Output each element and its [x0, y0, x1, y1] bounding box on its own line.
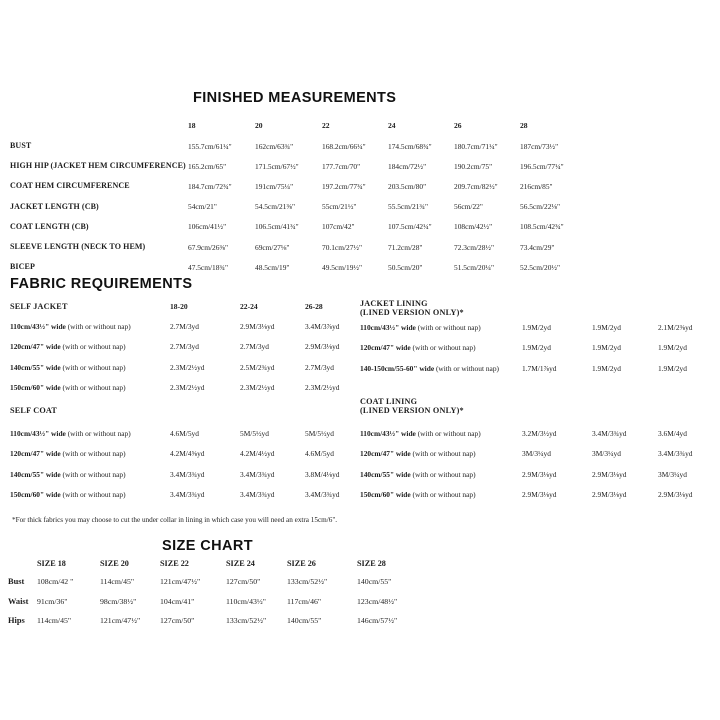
self-jacket-yardage: 2.7M/3yd [170, 322, 199, 331]
size-chart-cell: 140cm/55" [357, 577, 392, 587]
self-coat-group-label: SELF COAT [10, 406, 58, 415]
fm-size-header-28: 28 [520, 121, 528, 130]
fm-cell: 216cm/85" [520, 182, 553, 191]
fm-cell: 165.2cm/65" [188, 161, 227, 171]
self-jacket-yardage: 2.9M/3⅛yd [305, 342, 340, 352]
fm-size-header-18: 18 [188, 121, 196, 130]
self-jacket-yardage: 2.3M/2½yd [305, 382, 340, 392]
fm-cell: 155.7cm/61¼" [188, 141, 232, 151]
fabric-size-header-18-20: 18-20 [170, 302, 188, 311]
fm-cell: 177.7cm/70" [322, 161, 361, 171]
size-chart-heading: SIZE CHART [162, 538, 253, 554]
fm-cell: 55.5cm/21¾" [388, 202, 428, 212]
size-chart-cell: 108cm/42 " [37, 577, 74, 587]
coat-lining-yardage: 2.9M/3⅛yd [658, 489, 693, 499]
self-coat-yardage: 4.2M/4⅝yd [170, 449, 205, 459]
fm-size-header-22: 22 [322, 121, 330, 130]
fm-cell: 47.5cm/18¾" [188, 262, 228, 272]
self-jacket-yardage: 2.3M/2½yd [170, 382, 205, 392]
self-jacket-yardage: 2.3M/2½yd [170, 362, 205, 372]
jacket-lining-yardage: 1.7M/1⅞yd [522, 363, 557, 373]
size-chart-cell: 110cm/43½" [226, 596, 266, 606]
self-jacket-yardage: 2.3M/2½yd [240, 382, 275, 392]
size-chart-cell: 146cm/57½" [357, 616, 398, 626]
fm-row-label: COAT HEM CIRCUMFERENCE [10, 181, 130, 191]
fm-cell: 184cm/72½" [388, 161, 427, 171]
size-chart-cell: 121cm/47½" [160, 577, 201, 587]
jacket-lining-yardage: 1.9M/2yd [592, 363, 621, 373]
fm-row-label: BICEP [10, 262, 35, 272]
self-jacket-yardage: 2.9M/3⅛yd [240, 322, 275, 331]
fm-cell: 72.3cm/28½" [454, 242, 494, 252]
size-chart-cell: 127cm/50" [226, 577, 261, 587]
size-chart-cell: 117cm/46" [287, 596, 322, 606]
fm-cell: 71.2cm/28" [388, 242, 423, 252]
fm-cell: 203.5cm/80" [388, 182, 427, 191]
self-coat-width-label: 140cm/55" wide (with or without nap) [10, 469, 126, 479]
size-chart-cell: 98cm/38½" [100, 596, 137, 606]
self-coat-yardage: 3.4M/3¾yd [170, 489, 205, 499]
jacket-lining-yardage: 1.9M/2yd [592, 343, 621, 353]
self-coat-yardage: 4.2M/4½yd [240, 449, 275, 459]
fm-cell: 190.2cm/75" [454, 161, 493, 171]
coat-lining-yardage: 2.9M/3⅛yd [592, 489, 627, 499]
fm-cell: 171.5cm/67½" [255, 161, 299, 171]
fm-cell: 67.9cm/26⅜" [188, 242, 228, 252]
size-chart-cell: 133cm/52½" [287, 577, 328, 587]
self-jacket-width-label: 140cm/55" wide (with or without nap) [10, 362, 126, 372]
self-coat-yardage: 3.8M/4⅛yd [305, 469, 340, 479]
self-jacket-yardage: 2.7M/3yd [170, 342, 199, 352]
fm-size-header-26: 26 [454, 121, 462, 130]
size-chart-cell: 133cm/52½" [226, 616, 267, 626]
coat-lining-yardage: 2.9M/3⅛yd [522, 489, 557, 499]
jacket-lining-group-label: JACKET LINING [360, 299, 428, 308]
size-chart-header-size-22: SIZE 22 [160, 559, 189, 568]
fm-cell: 48.5cm/19" [255, 262, 290, 272]
jacket-lining-yardage: 1.9M/2yd [658, 363, 687, 373]
self-coat-yardage: 3.4M/3¾yd [240, 489, 275, 499]
self-coat-yardage: 3.4M/3¾yd [240, 469, 275, 479]
size-chart-header-size-24: SIZE 24 [226, 559, 255, 568]
jacket-lining-width-label: 140-150cm/55-60" wide (with or without nap) [360, 363, 499, 373]
jacket-lining-yardage: 1.9M/2yd [592, 323, 621, 332]
self-coat-yardage: 3.4M/3¾yd [170, 469, 205, 479]
fm-cell: 55cm/21½" [322, 202, 357, 212]
coat-lining-width-label: 120cm/47" wide (with or without nap) [360, 449, 476, 459]
fabric-size-header-22-24: 22-24 [240, 302, 258, 311]
self-coat-yardage: 4.6M/5yd [170, 429, 199, 438]
fm-cell: 49.5cm/19½" [322, 262, 362, 272]
fm-cell: 184.7cm/72¾" [188, 182, 232, 191]
fabric-requirements-heading: FABRIC REQUIREMENTS [10, 276, 193, 292]
coat-lining-yardage: 3.4M/3¾yd [592, 429, 627, 438]
self-coat-yardage: 3.4M/3¾yd [305, 489, 340, 499]
size-chart-cell: 114cm/45" [37, 616, 72, 626]
coat-lining-group-label: COAT LINING [360, 397, 418, 406]
fm-cell: 52.5cm/20½" [520, 262, 560, 272]
fm-cell: 69cm/27⅛" [255, 242, 290, 252]
fm-row-label: BUST [10, 141, 32, 150]
finished-measurements-heading: FINISHED MEASUREMENTS [193, 90, 397, 106]
fm-cell: 191cm/75¼" [255, 182, 294, 191]
size-chart-row-label: Waist [8, 596, 29, 606]
self-coat-width-label: 120cm/47" wide (with or without nap) [10, 449, 126, 459]
fm-cell: 70.1cm/27½" [322, 242, 362, 252]
coat-lining-yardage: 2.9M/3⅛yd [522, 469, 557, 479]
fm-cell: 56.5cm/22⅛" [520, 202, 560, 212]
coat-lining-yardage: 3.6M/4yd [658, 429, 687, 438]
coat-lining-yardage: 2.9M/3⅛yd [592, 469, 627, 479]
size-chart-cell: 114cm/45" [100, 577, 135, 587]
coat-lining-yardage: 3M/3¼yd [522, 449, 551, 459]
size-chart-header-size-26: SIZE 26 [287, 559, 316, 568]
coat-lining-yardage: 3M/3¼yd [592, 449, 621, 459]
self-jacket-width-label: 120cm/47" wide (with or without nap) [10, 342, 126, 352]
coat-lining-yardage: 3.4M/3¾yd [658, 449, 693, 459]
fm-cell: 54cm/21" [188, 202, 217, 212]
size-chart-cell: 127cm/50" [160, 616, 195, 626]
size-chart-header-size-20: SIZE 20 [100, 559, 129, 568]
fm-cell: 107cm/42" [322, 222, 355, 232]
self-jacket-yardage: 3.4M/3⅞yd [305, 322, 340, 331]
jacket-lining-width-label: 120cm/47" wide (with or without nap) [360, 343, 476, 353]
fm-cell: 50.5cm/20" [388, 262, 423, 272]
fm-cell: 187cm/73½" [520, 141, 559, 151]
fabric-size-header-26-28: 26-28 [305, 302, 323, 311]
self-coat-yardage: 4.6M/5yd [305, 449, 334, 459]
self-coat-width-label: 110cm/43½" wide (with or without nap) [10, 429, 131, 438]
size-chart-header-size-18: SIZE 18 [37, 559, 66, 568]
self-jacket-group-label: SELF JACKET [10, 302, 68, 311]
size-chart-cell: 123cm/48½" [357, 596, 398, 606]
size-chart-row-label: Hips [8, 616, 25, 625]
fm-cell: 108cm/42½" [454, 222, 493, 232]
fm-cell: 54.5cm/21⅜" [255, 202, 295, 212]
self-coat-yardage: 5M/5½yd [240, 429, 269, 438]
coat-lining-width-label: 110cm/43½" wide (with or without nap) [360, 429, 481, 438]
coat-lining-width-label: 140cm/55" wide (with or without nap) [360, 469, 476, 479]
self-coat-width-label: 150cm/60" wide (with or without nap) [10, 489, 126, 499]
jacket-lining-width-label: 110cm/43½" wide (with or without nap) [360, 323, 481, 332]
fm-cell: 197.2cm/77¾" [322, 182, 366, 191]
fm-cell: 51.5cm/20¼" [454, 262, 494, 272]
jacket-lining-group-sublabel: (LINED VERSION ONLY)* [360, 308, 464, 317]
jacket-lining-yardage: 1.9M/2yd [522, 323, 551, 332]
size-chart-cell: 91cm/36" [37, 596, 68, 606]
self-jacket-width-label: 110cm/43½" wide (with or without nap) [10, 322, 131, 331]
fm-cell: 73.4cm/29" [520, 242, 555, 252]
fm-cell: 174.5cm/68¾" [388, 141, 432, 151]
self-jacket-width-label: 150cm/60" wide (with or without nap) [10, 382, 126, 392]
fm-cell: 196.5cm/77¼" [520, 161, 564, 171]
fm-cell: 106.5cm/41¾" [255, 222, 299, 232]
coat-lining-width-label: 150cm/60" wide (with or without nap) [360, 489, 476, 499]
size-chart-cell: 121cm/47½" [100, 616, 141, 626]
size-chart-cell: 104cm/41" [160, 596, 195, 606]
fm-row-label: SLEEVE LENGTH (NECK TO HEM) [10, 242, 146, 251]
self-jacket-yardage: 2.7M/3yd [305, 362, 334, 372]
jacket-lining-yardage: 2.1M/2⅜yd [658, 323, 693, 332]
coat-lining-yardage: 3.2M/3½yd [522, 429, 557, 438]
fm-size-header-20: 20 [255, 121, 263, 130]
self-jacket-yardage: 2.5M/2¾yd [240, 362, 275, 372]
fm-cell: 56cm/22" [454, 202, 483, 212]
fm-row-label: HIGH HIP (JACKET HEM CIRCUMFERENCE) [10, 161, 186, 171]
size-chart-cell: 140cm/55" [287, 616, 322, 626]
coat-lining-group-sublabel: (LINED VERSION ONLY)* [360, 406, 464, 415]
fm-cell: 162cm/63¾" [255, 141, 294, 151]
fm-cell: 209.7cm/82½" [454, 182, 498, 191]
size-chart-row-label: Bust [8, 577, 25, 586]
fm-cell: 108.5cm/42¾" [520, 222, 564, 232]
self-jacket-yardage: 2.7M/3yd [240, 342, 269, 352]
fm-cell: 168.2cm/66¼" [322, 141, 366, 151]
fm-row-label: JACKET LENGTH (CB) [10, 201, 99, 211]
fm-cell: 180.7cm/71¼" [454, 141, 498, 151]
fm-cell: 106cm/41½" [188, 222, 227, 232]
self-coat-yardage: 5M/5½yd [305, 429, 334, 438]
fm-size-header-24: 24 [388, 121, 396, 130]
jacket-lining-yardage: 1.9M/2yd [658, 343, 687, 353]
jacket-lining-yardage: 1.9M/2yd [522, 343, 551, 353]
coat-lining-yardage: 3M/3¼yd [658, 469, 687, 479]
thick-fabric-footnote: *For thick fabrics you may choose to cut the under collar in lining in which case you will need an extra 15cm/6". [12, 516, 338, 524]
fm-cell: 107.5cm/42¼" [388, 222, 432, 232]
size-chart-header-size-28: SIZE 28 [357, 559, 386, 568]
fm-row-label: COAT LENGTH (CB) [10, 221, 89, 231]
